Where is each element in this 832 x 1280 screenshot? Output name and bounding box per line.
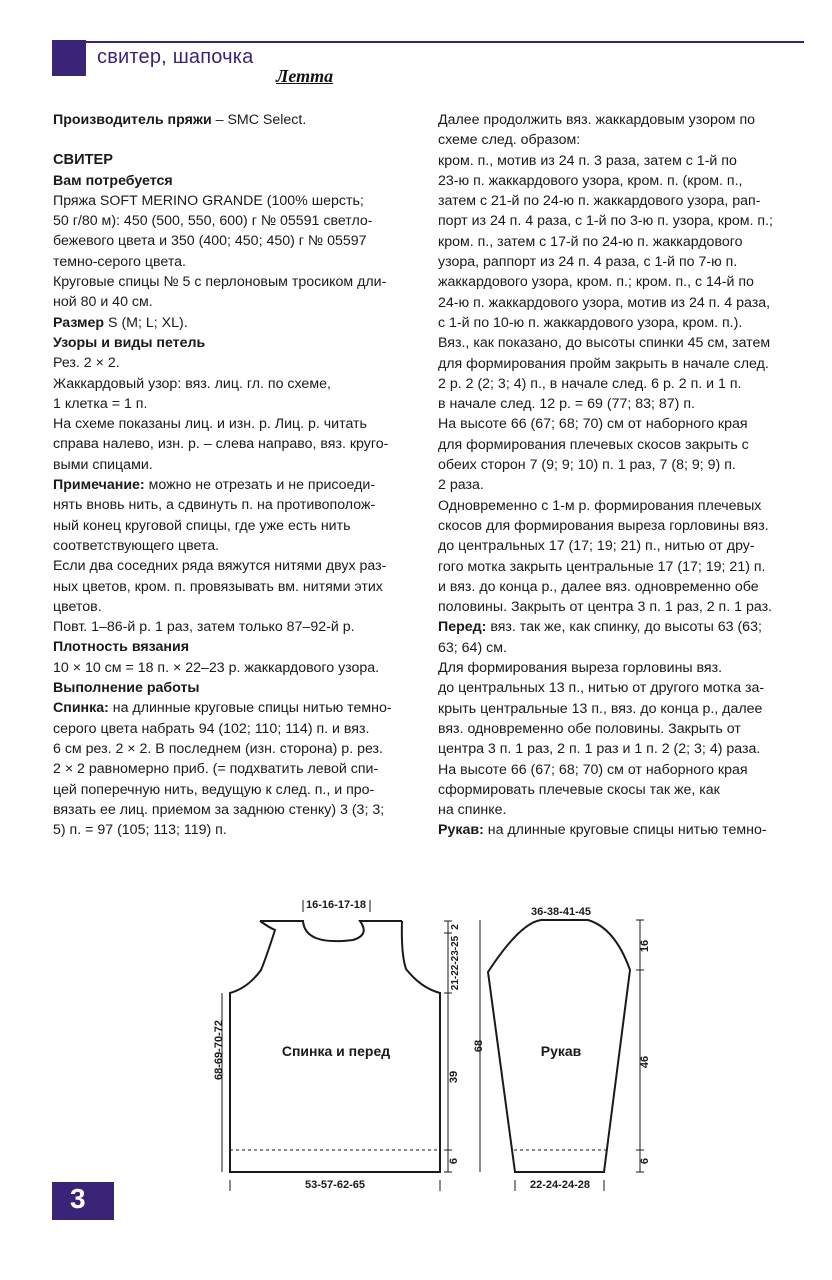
note-paragraph bbox=[53, 475, 425, 637]
note-label: Примечание: bbox=[53, 477, 145, 494]
body-right-armhole-dim: 21-22-23-25 bbox=[450, 935, 461, 991]
section-title: СВИТЕР bbox=[53, 152, 113, 169]
body-right-bottom-dim: 6 bbox=[448, 1157, 460, 1165]
body-top-dim: 16-16-17-18 bbox=[306, 899, 366, 911]
work-heading: Выполнение работы bbox=[53, 680, 200, 697]
back-paragraph bbox=[53, 698, 425, 840]
pattern-diagram bbox=[0, 890, 832, 1210]
back-label: Спинка: bbox=[53, 700, 109, 717]
size-label: Размер bbox=[53, 314, 105, 331]
back-text: на длинные круговые спицы нитью темно- серого цвета набрать 94 (102; 110; 114) п. и вяз. 6 см рез. 2 × 2. В последнем (изн. сторона) р. рез. 2 × 2 равномерно приб. (= подхватить левой спи- цей поперечную нить, ведущую к след. п., и про- вязать ее лиц. приемом за заднюю стенку) 3 (3; 3; 5) п. = 97 (105; 113; 119) п. bbox=[53, 700, 392, 839]
density-text: 10 × 10 см = 18 п. × 22–23 р. жаккардового узора. bbox=[53, 659, 380, 676]
density-heading: Плотность вязания bbox=[53, 639, 189, 656]
sleeve-paragraph bbox=[438, 820, 818, 840]
body-bottom-dim: 53-57-62-65 bbox=[305, 1179, 365, 1191]
size-line bbox=[53, 313, 425, 333]
note-text: можно не отрезать и не присоеди- нять вновь нить, а сдвинуть п. на противополож- ный конец круговой спицы, где уже есть нить соответствующего цвета. Если два соседних ряда вяжутся нитями двух раз- ных цветов, кром. п. провязывать вм. нитями этих цветов. Повт. 1–86-й р. 1 раз, затем только 87–92-й р. bbox=[53, 477, 387, 636]
front-text: вяз. так же, как спинку, до высоты 63 (63; 63; 64) см. Для формирования выреза горловины вяз. до центральных 13 п., нитью от другого мотка за- крыть центральные 13 п., вяз. до конца р., далее вяз. одновременно обе половины. Закрыть от центра 3 п. 1 раз, 2 п. 1 раз и 1 п. 2 (2; 3; 4) раза. На высоте 66 (67; 68; 70) см от наборного края сформировать плечевые скосы так же, как на спинке. bbox=[438, 619, 765, 819]
sleeve-text: на длинные круговые спицы нитью темно- bbox=[483, 822, 767, 839]
body-piece-label: Спинка и перед bbox=[281, 1043, 391, 1059]
needs-text: Пряжа SOFT MERINO GRANDE (100% шерсть; 50 г/80 м): 450 (500, 550, 600) г № 05591 светло- бежевого цвета и 350 (400; 450; 450) г № 05597 темно-серого цвета. Круговые спицы № 5 с перлоновым тросиком дли- ной 80 и 40 см. bbox=[53, 192, 387, 311]
sleeve-right-mid-dim: 46 bbox=[639, 1055, 651, 1069]
header-accent-block bbox=[52, 40, 86, 76]
patterns-text: Рез. 2 × 2. Жаккардовый узор: вяз. лиц. гл. по схеме, 1 клетка = 1 п. На схеме показаны лиц. и изн. р. Лиц. р. читать справа налево, изн. р. – слева направо, вяз. круго- выми спицами. bbox=[53, 355, 389, 473]
yarn-maker-value: – SMC Select. bbox=[211, 112, 307, 128]
sleeve-bottom-dim: 22-24-24-28 bbox=[530, 1179, 590, 1191]
sleeve-right-bottom-dim: 6 bbox=[639, 1157, 651, 1165]
sleeve-left-dim: 68 bbox=[473, 1039, 485, 1053]
body-right-mid-dim: 39 bbox=[448, 1070, 460, 1084]
body-right-top-dim: 2 bbox=[450, 924, 461, 930]
size-value: S (M; L; XL). bbox=[104, 314, 188, 331]
sleeve-top-dim: 36-38-41-45 bbox=[531, 906, 591, 918]
page-section-subtitle: Летта bbox=[276, 66, 334, 86]
patterns-heading: Узоры и виды петель bbox=[53, 334, 206, 351]
front-paragraph bbox=[438, 617, 818, 820]
yarn-maker-line bbox=[53, 110, 425, 130]
page-section-title: свитер, шапочка bbox=[97, 46, 254, 68]
body-left-dim: 68-69-70-72 bbox=[213, 1020, 225, 1080]
page-number: 3 bbox=[70, 1183, 86, 1214]
needs-heading: Вам потребуется bbox=[53, 172, 173, 189]
yarn-maker-label: Производитель пряжи bbox=[53, 112, 212, 128]
front-label: Перед: bbox=[438, 619, 487, 636]
sleeve-right-top-dim: 16 bbox=[639, 939, 651, 953]
sleeve-label: Рукав: bbox=[438, 822, 484, 839]
left-text-column bbox=[53, 110, 425, 840]
header-rule bbox=[86, 41, 804, 43]
right-text-column bbox=[438, 110, 818, 841]
sleeve-piece-label: Рукав bbox=[540, 1043, 582, 1059]
continuation-text: Далее продолжить вяз. жаккардовым узором по схеме след. образом: кром. п., мотив из 24 п. 3 раза, затем с 1-й по 23-ю п. жаккардового узора, кром. п. (кром. п., затем с 21-й по 24-ю п. жаккардового узора, рап- порт из 24 п. 4 раза, с 1-й по 3-ю п. узора, кром. п.; кром. п., затем с 17-й по 24-ю п. жаккардового узора, раппорт из 24 п. 4 раза, с 1-й по 7-ю п. жаккардового узора, кром. п.; кром. п., с 14-й по 24-ю п. жаккардового узора, мотив из 24 п. 4 раза, с 1-й по 10-ю п. жаккардового узора, кром. п.). Вяз., как показано, до высоты спинки 45 см, затем для формирования пройм закрыть в начале след. 2 р. 2 (2; 3; 4) п., в начале след. 6 р. 2 п. и 1 п. в начале след. 12 р. = 69 (77; 83; 87) п. На высоте 66 (67; 68; 70) см от наборного края для формирования плечевых скосов закрыть с обеих сторон 7 (9; 9; 10) п. 1 раз, 7 (8; 9; 9) п. 2 раза. Одновременно с 1-м р. формирования плечевых скосов для формирования выреза горловины вяз. до центральных 17 (17; 19; 21) п., нитью от дру- гого мотка закрыть центральные 17 (17; 19; 21) п. и вяз. до конца р., далее вяз. одновременно обе половины. Закрыть от центра 3 п. 1 раз, 2 п. 1 раз. bbox=[438, 112, 773, 616]
